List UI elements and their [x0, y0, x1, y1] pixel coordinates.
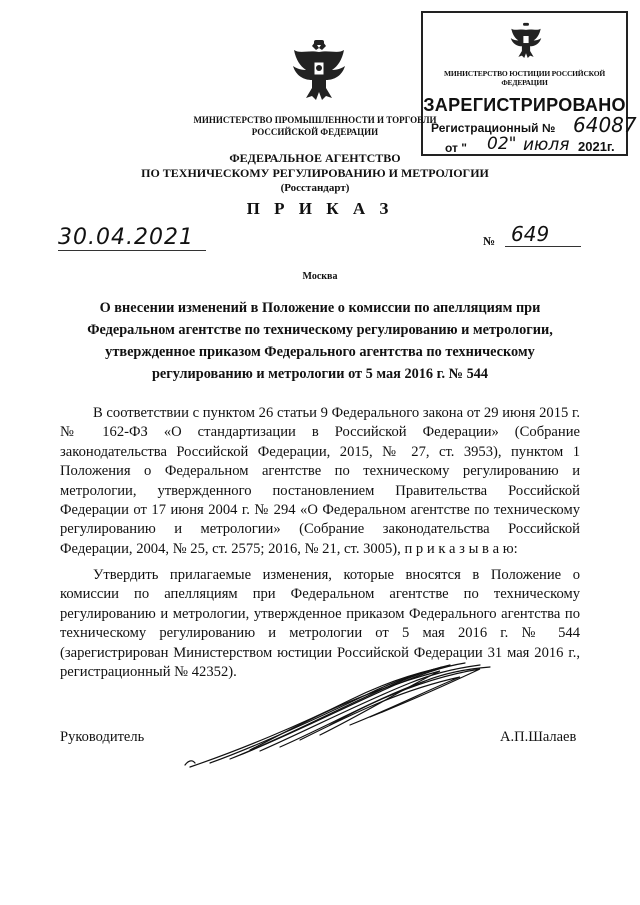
- body-paragraph-1: В соответствии с пунктом 26 статьи 9 Федерального закона от 29 июня 2015 г. № 162-ФЗ «О стандартизации в Российской Федерации» (Собрание законодательства Российской Федерации, 2015, № 27, ст. 3953), пунктом 1 Положения о Федеральном агентстве по техническому регулированию и метрологии, утвержденного постановлением Правительства Российской Федерации от 17 июня 2004 г. № 294 «О Федеральном агентстве по техническому регулированию и метрологии» (Собрание законодательства Российской Федерации, 2004, № 25, ст. 2575; 2016, № 21, ст. 3005), п р и к а з ы в а ю:: [60, 405, 580, 557]
- stamp-reg-label: Регистрационный №: [431, 121, 556, 135]
- stamp-ministry-text: МИНИСТЕРСТВО ЮСТИЦИИ РОССИЙСКОЙ ФЕДЕРАЦИИ: [444, 69, 605, 87]
- order-title: П Р И К А З: [246, 199, 394, 218]
- signatory-name: А.П.Шалаев: [500, 729, 577, 745]
- ministry-name: МИНИСТЕРСТВО ПРОМЫШЛЕННОСТИ И ТОРГОВЛИ РОССИЙСКОЙ ФЕДЕРАЦИИ: [193, 115, 437, 137]
- stamp-reg-number: 64087: [573, 113, 637, 137]
- order-subject: О внесении изменений в Положение о комиссии по апелляциям при Федеральном агентстве по техническому регулированию и метрологии, утвержденное приказом Федерального агентства по техническому регулированию и метрологии от 5 мая 2016 г. № 544: [87, 300, 553, 382]
- stamp-date-day: 02": [487, 134, 517, 154]
- stamp-date-year: 2021г.: [578, 139, 615, 154]
- order-number-label: №: [483, 234, 496, 248]
- signatory-role: Руководитель: [60, 729, 145, 745]
- agency-short-name: (Росстандарт): [280, 182, 350, 194]
- agency-block: [100, 151, 530, 196]
- coat-of-arms-icon: [290, 40, 348, 102]
- registration-stamp: [421, 11, 637, 156]
- stamp-registered-text: ЗАРЕГИСТРИРОВАНО: [423, 95, 626, 115]
- agency-line-1: ФЕДЕРАЛЬНОЕ АГЕНТСТВО: [229, 151, 401, 165]
- stamp-emblem-icon: [509, 21, 543, 61]
- body-paragraph-2: Утвердить прилагаемые изменения, которые вносятся в Положение о комиссии по апелляциям при Федеральном агентстве по техническому регулированию и метрологии, утвержденное приказом Федерального агентства по техническому регулированию и метрологии от 5 мая 2016 г. № 544 (зарегистрирован Министерством юстиции Российской Федерации 31 мая 2016 г., регистрационный № 42352).: [60, 567, 580, 681]
- handwritten-signature: [180, 655, 500, 775]
- order-date: 30.04.2021: [58, 225, 206, 251]
- stamp-date-month: июля: [523, 135, 570, 155]
- city: Москва: [302, 271, 338, 282]
- stamp-date-prefix: от ": [445, 141, 467, 155]
- agency-line-2: ПО ТЕХНИЧЕСКОМУ РЕГУЛИРОВАНИЮ И МЕТРОЛОГИИ: [141, 166, 489, 180]
- order-number: 649: [505, 222, 581, 247]
